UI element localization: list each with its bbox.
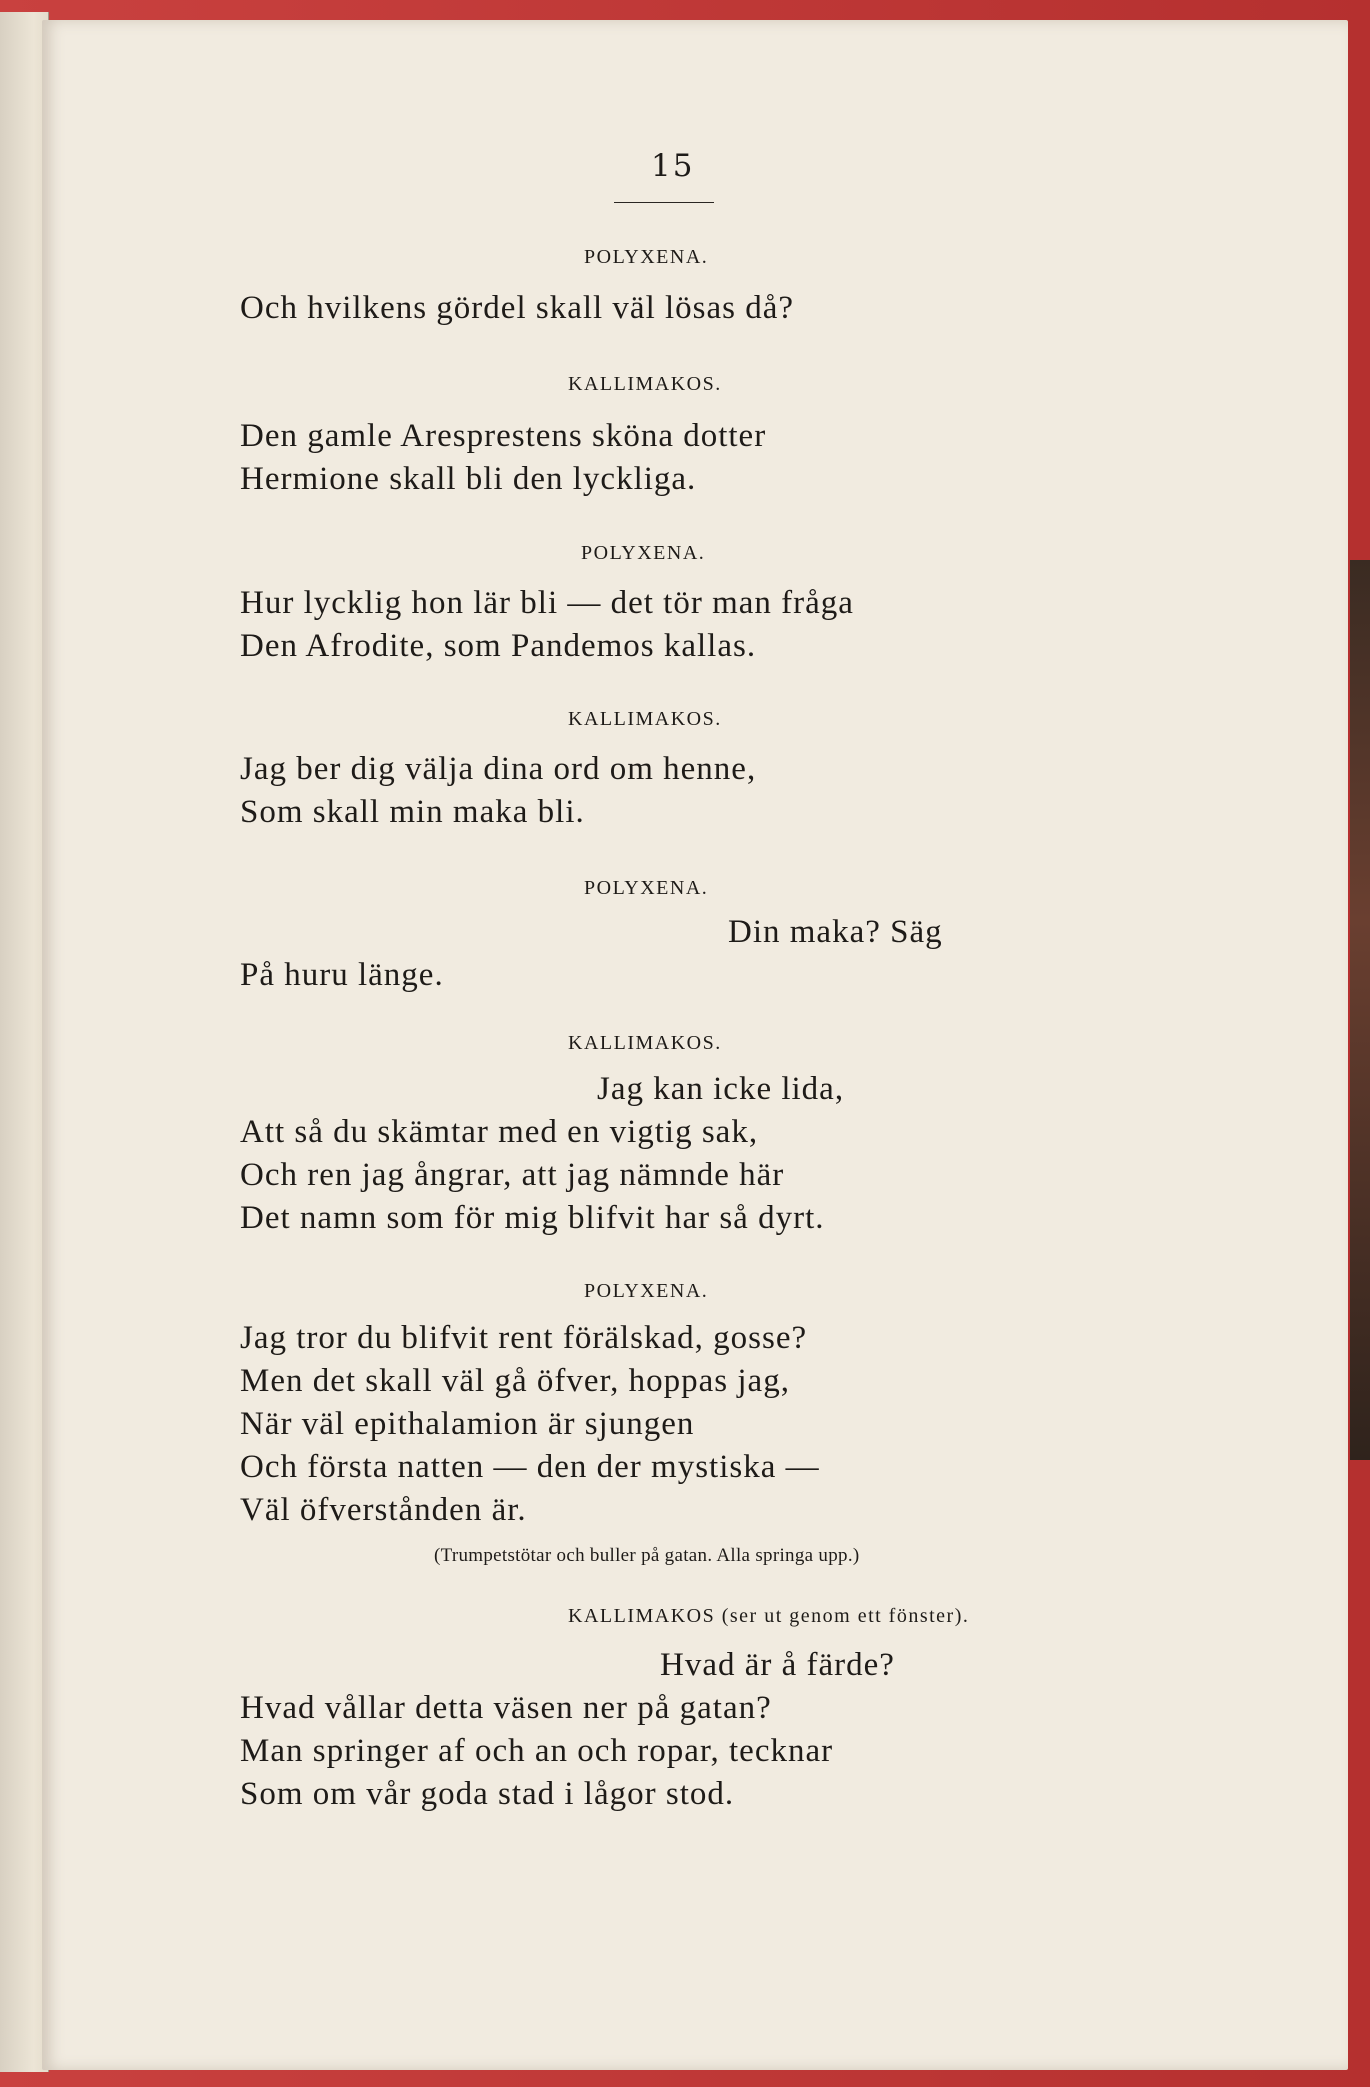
verse-line: Som skall min maka bli. [240,794,585,830]
verse-line: Hvad vållar detta väsen ner på gatan? [240,1690,772,1726]
verse-line: Jag tror du blifvit rent förälskad, gosse? [240,1320,808,1356]
right-cover-edge [1350,560,1370,1460]
verse-line: Jag kan icke lida, [597,1071,845,1107]
verse-line: Men det skall väl gå öfver, hoppas jag, [240,1363,790,1399]
verse-line: På huru länge. [240,957,444,993]
verse-line: Man springer af och an och ropar, tecknar [240,1733,834,1769]
page-number-rule [614,202,714,203]
verse-line: Som om vår goda stad i lågor stod. [240,1776,735,1812]
verse-line: Och ren jag ångrar, att jag nämnde här [240,1157,785,1193]
verse-line: Det namn som för mig blifvit har så dyrt. [240,1200,825,1236]
verse-line: Att så du skämtar med en vigtig sak, [240,1114,759,1150]
speaker-label: KALLIMAKOS. [568,708,722,730]
speaker-label: POLYXENA. [584,1280,709,1302]
speaker-label: KALLIMAKOS. [568,373,722,395]
speaker-label: POLYXENA. [584,246,709,268]
speaker-label: POLYXENA. [584,877,709,899]
verse-line: Jag ber dig välja dina ord om henne, [240,751,757,787]
verse-line: Den Afrodite, som Pandemos kallas. [240,628,757,664]
page-number: 15 [651,148,695,184]
speaker-label: KALLIMAKOS. [568,1032,722,1054]
verse-line: När väl epithalamion är sjungen [240,1406,695,1442]
speaker-label: KALLIMAKOS (ser ut genom ett fönster). [568,1605,970,1627]
verse-line: Och hvilkens gördel skall väl lösas då? [240,290,795,326]
verse-line: Hvad är å färde? [660,1647,895,1683]
verse-line: Och första natten — den der mystiska — [240,1449,820,1485]
verse-line: Hermione skall bli den lyckliga. [240,461,697,497]
book-page [42,20,1348,2070]
verse-line: Väl öfverstånden är. [240,1492,527,1528]
verse-line: Hur lycklig hon lär bli — det tör man fråga [240,585,854,621]
verse-line: Den gamle Aresprestens sköna dotter [240,418,767,454]
stage-direction: (Trumpetstötar och buller på gatan. Alla springa upp.) [434,1545,860,1566]
verse-line: Din maka? Säg [728,914,943,950]
speaker-label: POLYXENA. [581,542,706,564]
